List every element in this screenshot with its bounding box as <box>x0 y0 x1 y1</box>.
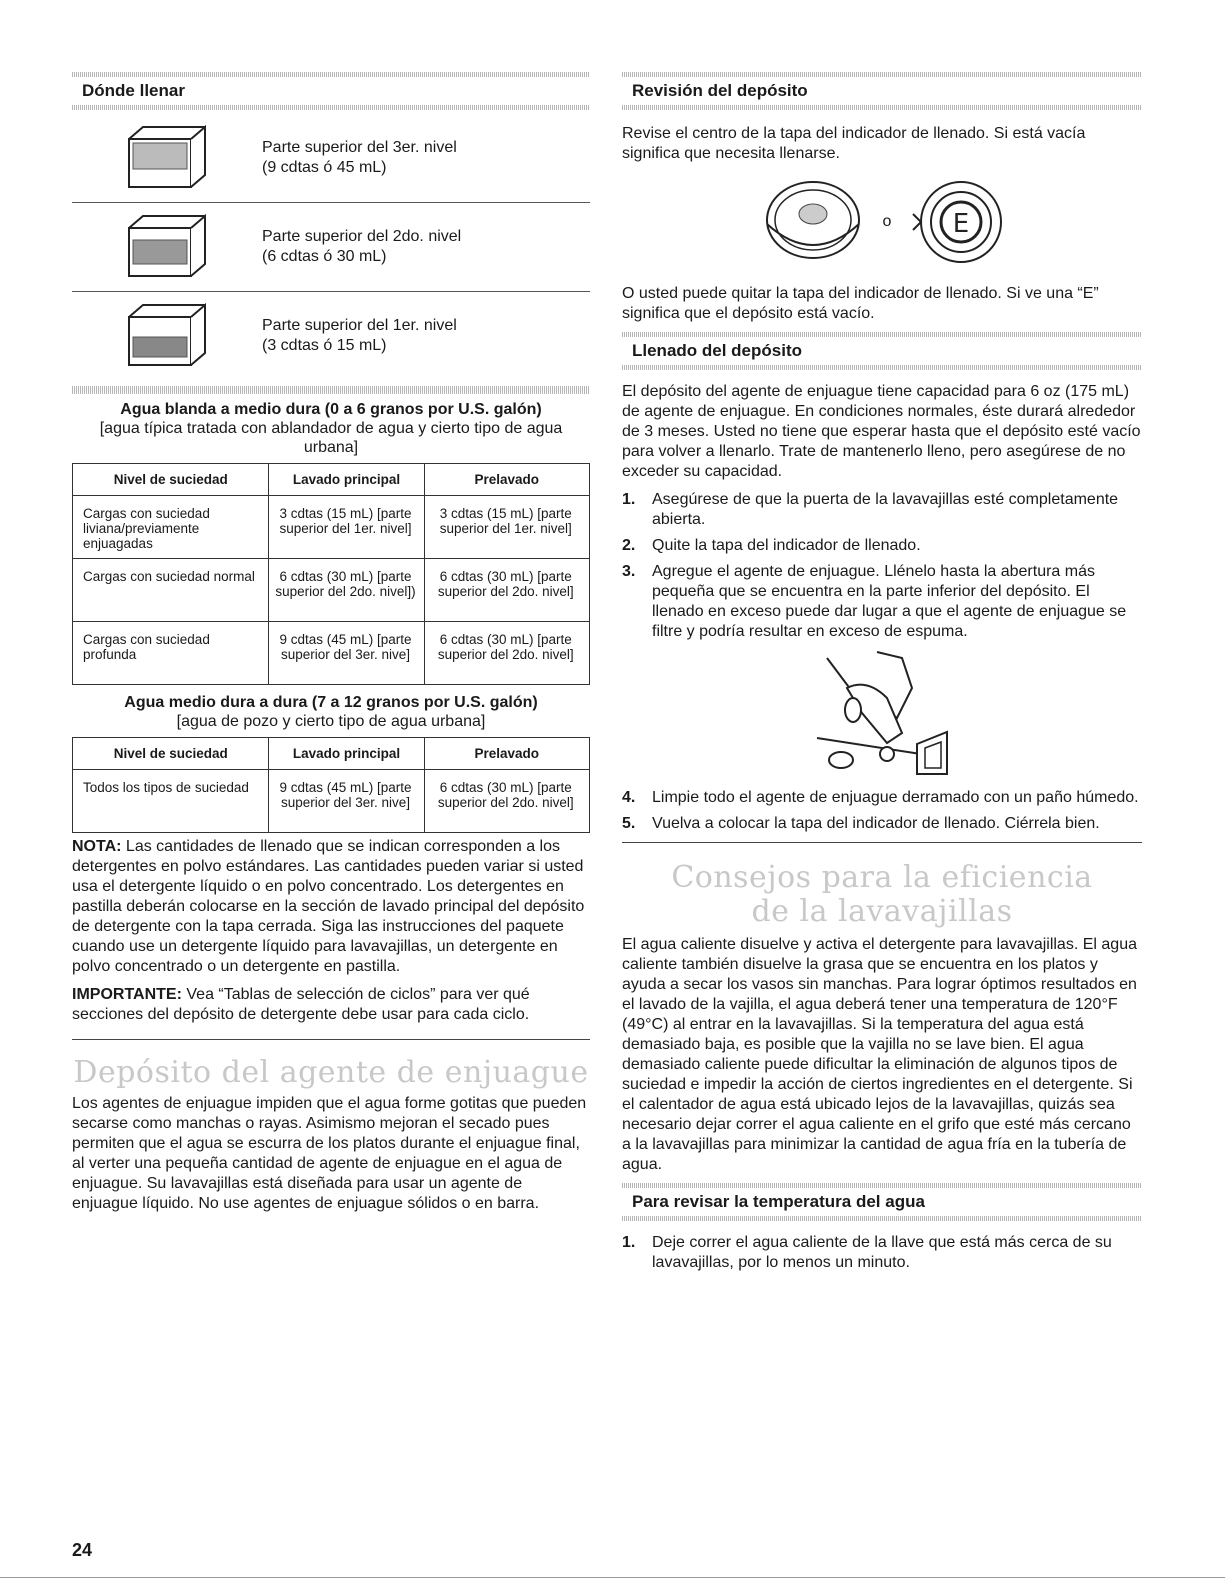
note-paragraph <box>72 837 590 977</box>
step-number: 1. <box>622 1234 636 1251</box>
table-row <box>73 496 590 559</box>
step-number: 1. <box>622 491 636 508</box>
note-label: NOTA: <box>72 838 122 855</box>
table-row <box>73 559 590 622</box>
section-rule <box>622 842 1142 843</box>
important-label: IMPORTANTE: <box>72 986 182 1003</box>
table-header: Lavado principal <box>269 464 424 496</box>
page-number: 24 <box>72 1540 93 1560</box>
list-item <box>622 536 1142 556</box>
dispenser-level-1-icon <box>72 301 262 371</box>
soft-water-subtitle: [agua típica tratada con ablandador de agua y cierto tipo de agua urbana] <box>99 420 563 456</box>
table-header: Nivel de suciedad <box>73 738 269 770</box>
tips-paragraph: El agua caliente disuelve y activa el detergente para lavavajillas. El agua caliente también disuelve la grasa que se encuentra en los platos y ayuda a secar los vasos sin manchas. Para lograr óptimos resultados en el lavado de la vajilla, el agua deberá tener una temperatura de 120°F (49°C) al entrar en la lavavajillas. Si la temperatura del agua está demasiado baja, es posible que la vajilla no se lave bien. El agua demasiado caliente puede dificultar la eliminación de algunos tipos de suciedad e impedir la acción de ciertos ingredientes en el detergente. Si el calentador de agua está ubicado lejos de la lavavajillas, quizás sea necesario dejar correr el agua caliente en el grifo que esté más cercano a la lavavajillas para minimizar la cantidad de agua fría en la tubería de agua. <box>622 936 1137 1173</box>
list-item <box>622 490 1142 530</box>
fill-level-row <box>72 292 590 380</box>
soft-water-title: Agua blanda a medio dura (0 a 6 granos por U.S. galón) <box>120 401 542 418</box>
hand-pouring-bottle-icon <box>807 648 957 778</box>
fill-level-row <box>72 114 590 203</box>
tips-title-line-2: de la lavavajillas <box>751 894 1013 929</box>
dispenser-level-2-icon <box>72 212 262 282</box>
fill-steps-continued <box>622 788 1142 834</box>
hard-water-subtitle: [agua de pozo y cierto tipo de agua urbana] <box>176 713 486 730</box>
check-paragraph: Revise el centro de la tapa del indicador de llenado. Si está vacía significa que necesita llenarse. <box>622 125 1086 162</box>
empty-indicator-icon <box>905 174 1005 270</box>
table-cell: 6 cdtas (30 mL) [parte superior del 2do. nivel]) <box>269 559 424 622</box>
fill-level-label: Parte superior del 2do. nivel <box>262 228 462 245</box>
list-item <box>622 1233 1142 1273</box>
fill-level-amount: (6 cdtas ó 30 mL) <box>262 248 387 265</box>
dispenser-level-3-icon <box>72 123 262 193</box>
fill-level-row <box>72 203 590 292</box>
fill-steps <box>622 490 1142 642</box>
step-number: 4. <box>622 789 636 806</box>
table-header: Nivel de suciedad <box>73 464 269 496</box>
table-header: Prelavado <box>424 738 589 770</box>
table-cell: 6 cdtas (30 mL) [parte superior del 2do. nivel] <box>424 622 589 685</box>
e-letter: E <box>953 209 970 239</box>
divider <box>622 365 1142 370</box>
check-title: Revisión del depósito <box>632 81 808 100</box>
check-paragraph-2: O usted puede quitar la tapa del indicador de llenado. Si ve una “E” significa que el depósito está vacío. <box>622 285 1099 322</box>
step-text: Quite la tapa del indicador de llenado. <box>652 537 921 554</box>
list-item <box>622 562 1142 642</box>
or-label: o <box>882 213 892 230</box>
table-cell: Todos los tipos de suciedad <box>73 770 269 833</box>
section-rule <box>72 1039 590 1040</box>
list-item <box>622 788 1142 808</box>
pouring-illustration <box>622 648 1142 778</box>
fill-paragraph: El depósito del agente de enjuague tiene capacidad para 6 oz (175 mL) de agente de enjuague. En condiciones normales, éste durará alrededor de 3 meses. Usted no tiene que esperar hasta que el depósito esté vacío para volver a llenarlo. Trate de mantenerlo lleno, pero asegúrese de no exceder su capacidad. <box>622 383 1141 480</box>
divider <box>622 105 1142 110</box>
step-text: Agregue el agente de enjuague. Llénelo hasta la abertura más pequeña que se encuentra en la parte inferior del depósito. El llenado en exceso puede dar lugar a que el agente de enjuague se filtre y podría resultar en exceso de espuma. <box>652 563 1127 640</box>
table-cell: Cargas con suciedad normal <box>73 559 269 622</box>
step-text: Limpie todo el agente de enjuague derramado con un paño húmedo. <box>652 789 1139 806</box>
table-cell: 3 cdtas (15 mL) [parte superior del 1er. nivel] <box>424 496 589 559</box>
table-row <box>73 622 590 685</box>
important-text: Vea “Tablas de selección de ciclos” para ver qué secciones del depósito de detergente debe usar para cada ciclo. <box>72 986 530 1023</box>
indicator-illustration <box>622 174 1142 270</box>
temp-title: Para revisar la temperatura del agua <box>632 1192 925 1211</box>
list-item <box>622 814 1142 834</box>
fill-levels <box>72 114 590 380</box>
step-number: 3. <box>622 563 636 580</box>
step-text: Asegúrese de que la puerta de la lavavajillas esté completamente abierta. <box>652 491 1119 528</box>
table-header: Prelavado <box>424 464 589 496</box>
table-cell: 3 cdtas (15 mL) [parte superior del 1er. nivel] <box>269 496 424 559</box>
table-cell: 6 cdtas (30 mL) [parte superior del 2do. nivel] <box>424 559 589 622</box>
table-cell: Cargas con suciedad profunda <box>73 622 269 685</box>
rinse-paragraph: Los agentes de enjuague impiden que el agua forme gotitas que pueden secarse como manchas o rayas. Asimismo mejoran el secado pues permiten que el agua se escurra de los platos durante el enjuague final, al verter una pequeña cantidad de agente de enjuague en el agua de enjuague. Su lavavajillas está diseñada para usar un agente de enjuague líquido. No use agentes de enjuague sólidos o en barra. <box>72 1095 587 1212</box>
fill-level-label: Parte superior del 3er. nivel <box>262 139 457 156</box>
note-text: Las cantidades de llenado que se indican corresponden a los detergentes en polvo estándares. Las cantidades pueden variar si usted usa el detergente líquido o en polvo concentrado. Los detergentes en pastilla deberán colocarse en la sección de lavado principal del depósito de detergente con la tapa cerrada. Siga las instrucciones del paquete cuando use un detergente líquido para lavavajillas, un detergente en polvo concentrado o un detergente en pastilla. <box>72 838 585 975</box>
divider <box>72 105 590 110</box>
divider <box>72 386 590 394</box>
table-cell: 6 cdtas (30 mL) [parte superior del 2do. nivel] <box>424 770 589 833</box>
table-header: Lavado principal <box>269 738 424 770</box>
step-number: 2. <box>622 537 636 554</box>
fill-title: Llenado del depósito <box>632 341 803 360</box>
tips-title-line-1: Consejos para la eficiencia <box>671 860 1093 895</box>
step-text: Deje correr el agua caliente de la llave que está más cerca de su lavavajillas, por lo menos un minuto. <box>652 1234 1112 1271</box>
temp-steps <box>622 1233 1142 1273</box>
hard-water-title: Agua medio dura a dura (7 a 12 granos por U.S. galón) <box>124 694 538 711</box>
rinse-section-title: Depósito del agente de enjuague <box>73 1055 589 1090</box>
table-cell: Cargas con suciedad liviana/previamente enjuagadas <box>73 496 269 559</box>
divider <box>622 1216 1142 1221</box>
fill-level-amount: (9 cdtas ó 45 mL) <box>262 159 387 176</box>
step-number: 5. <box>622 815 636 832</box>
left-column <box>72 72 590 1222</box>
table-cell: 9 cdtas (45 mL) [parte superior del 3er. nive] <box>269 770 424 833</box>
fill-level-label: Parte superior del 1er. nivel <box>262 317 457 334</box>
table-row <box>73 770 590 833</box>
where-title: Dónde llenar <box>82 81 185 100</box>
right-column <box>622 72 1142 1279</box>
fill-level-amount: (3 cdtas ó 15 mL) <box>262 337 387 354</box>
soft-water-table <box>72 463 590 685</box>
fill-indicator-cap-icon <box>759 174 869 270</box>
hard-water-table <box>72 737 590 833</box>
table-cell: 9 cdtas (45 mL) [parte superior del 3er. nive] <box>269 622 424 685</box>
step-text: Vuelva a colocar la tapa del indicador de llenado. Ciérrela bien. <box>652 815 1100 832</box>
important-paragraph <box>72 985 590 1025</box>
page-bottom-rule <box>0 1577 1225 1578</box>
